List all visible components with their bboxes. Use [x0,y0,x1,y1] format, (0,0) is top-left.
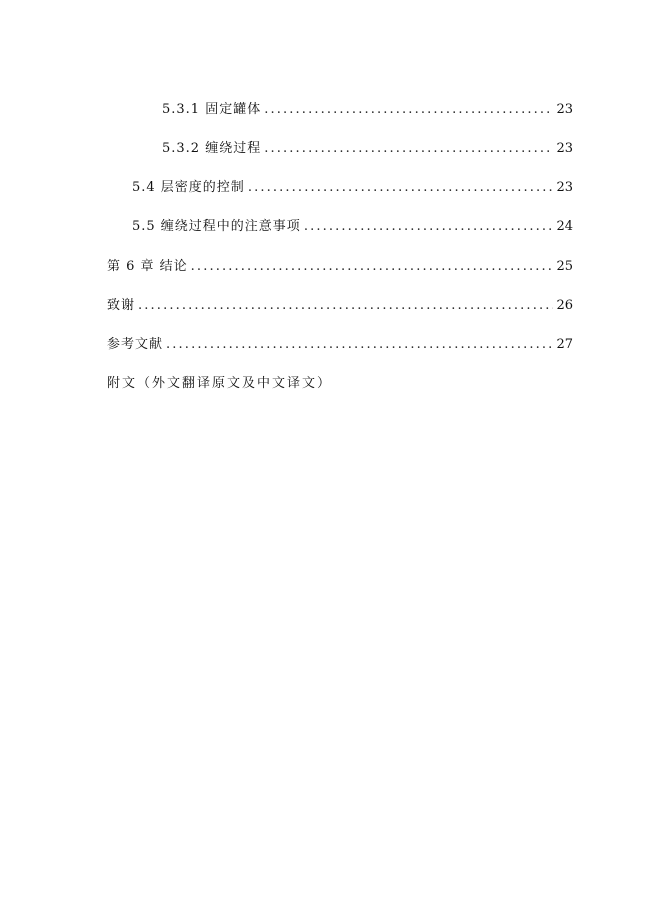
dot-leader [191,259,554,274]
dot-leader [264,141,553,156]
dot-leader [264,102,553,117]
toc-entry-page-number: 24 [556,219,573,234]
toc-entry-title: 第 6 章 结论 [107,259,188,274]
toc-entry-acknowledgements[interactable] [107,294,573,314]
toc-entry-title: 致谢 [107,298,136,313]
toc-entry-title: 5.5 缠绕过程中的注意事项 [132,219,301,234]
toc-entry-page-number: 27 [556,337,573,352]
toc-entry-title: 5.4 层密度的控制 [132,180,245,195]
toc-entry-references[interactable] [107,333,573,353]
dot-leader [138,298,553,313]
toc-entry-title: 参考文献 [107,337,164,352]
toc-entry-title: 5.3.2 缠绕过程 [162,141,262,156]
toc-entry-5-3-2[interactable] [162,137,573,157]
dot-leader [248,180,554,195]
dot-leader [304,219,554,234]
toc-entry-page-number: 23 [556,141,573,156]
toc-entry-page-number: 26 [556,298,573,313]
dot-leader [166,337,553,352]
toc-entry-title: 5.3.1 固定罐体 [162,102,262,117]
toc-entry-chapter-6[interactable] [107,255,573,275]
toc-entry-page-number: 25 [556,259,573,274]
toc-entry-5-3-1[interactable] [162,98,573,118]
toc-entry-5-4[interactable] [132,176,573,196]
toc-entry-appendix[interactable]: 附文（外文翻译原文及中文译文） [107,376,333,391]
toc-entry-page-number: 23 [556,180,573,195]
toc-entry-page-number: 23 [556,102,573,117]
toc-entry-5-5[interactable] [132,215,573,235]
